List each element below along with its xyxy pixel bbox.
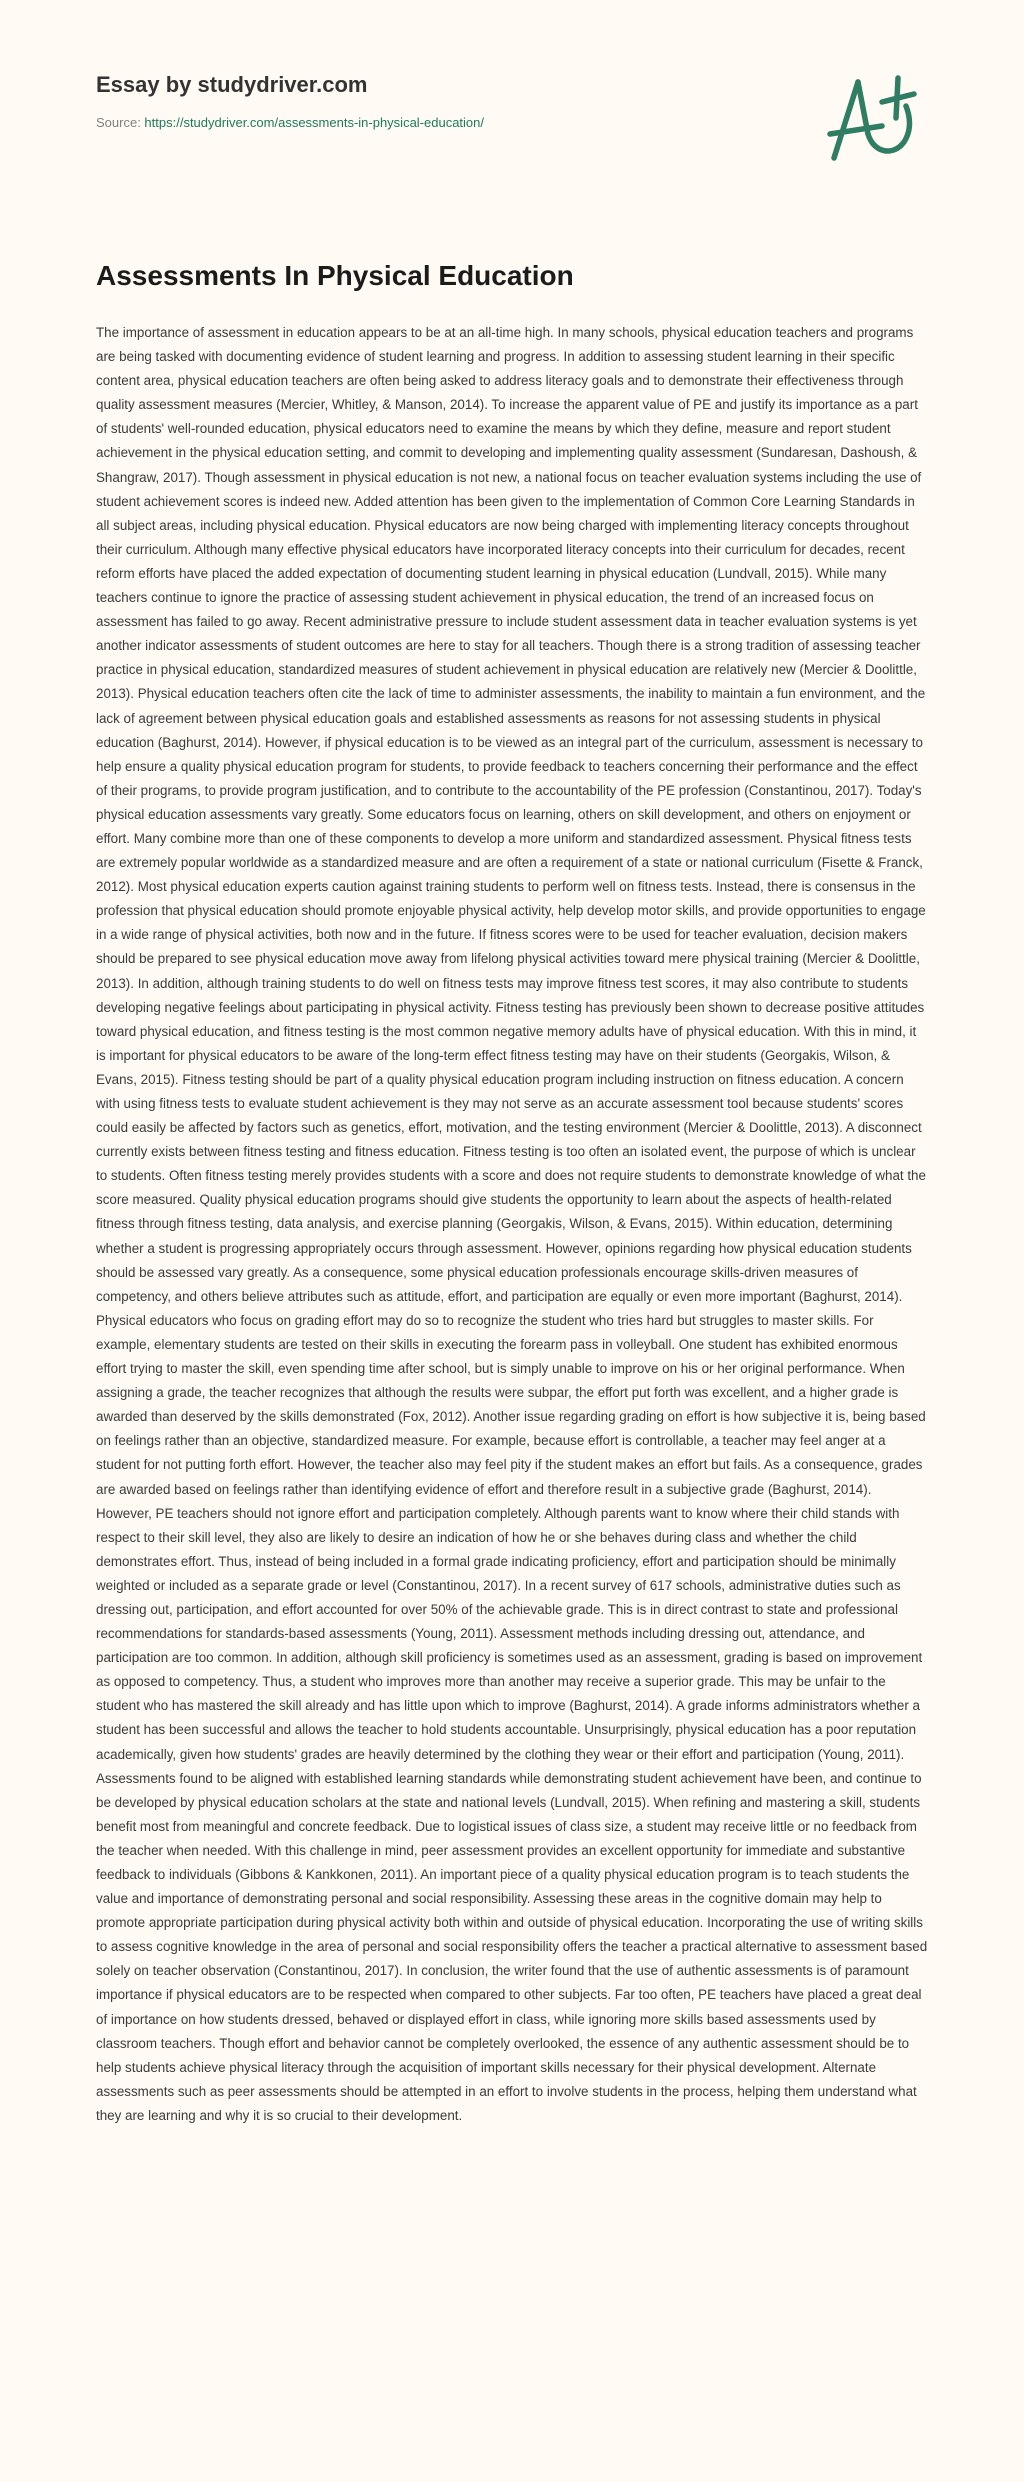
page-header [96, 72, 936, 132]
a-plus-grade-icon [822, 64, 926, 168]
site-title: Essay by studydriver.com [96, 72, 368, 97]
source-link[interactable]: https://studydriver.com/assessments-in-physical-education/ [144, 115, 485, 130]
article-title: Assessments In Physical Education [96, 260, 574, 291]
source-label: Source: [96, 115, 145, 130]
source-line [96, 114, 936, 132]
article-body: The importance of assessment in education appears to be at an all-time high. In many schools, physical education teachers and programs are being tasked with documenting evidence of student learning and progress. In addition to assessing student learning in their specific content area, physical education teachers are often being asked to address literacy goals and to demonstrate their effectiveness through quality assessment measures (Mercier, Whitley, & Manson, 2014). To increase the apparent value of PE and justify its importance as a part of students' well-rounded education, physical educators need to examine the means by which they define, measure and report student achievement in the physical education setting, and commit to developing and implementing quality assessment (Sundaresan, Dashoush, & Shangraw, 2017). Though assessment in physical education is not new, a national focus on teacher evaluation systems including the use of student achievement scores is indeed new. Added attention has been given to the implementation of Common Core Learning Standards in all subject areas, including physical education. Physical educators are now being charged with implementing literacy concepts throughout their curriculum. Although many effective physical educators have incorporated literacy concepts into their curriculum for decades, recent reform efforts have placed the added expectation of documenting student learning in physical education (Lundvall, 2015). While many teachers continue to ignore the practice of assessing student achievement in physical education, the trend of an increased focus on assessment has failed to go away. Recent administrative pressure to include student assessment data in teacher evaluation systems is yet another indicator assessments of student outcomes are here to stay for all teachers. Though there is a strong tradition of assessing teacher practice in physical education, standardized measures of student achievement in physical education are relatively new (Mercier & Doolittle, 2013). Physical education teachers often cite the lack of time to administer assessments, the inability to maintain a fun environment, and the lack of agreement between physical education goals and established assessments as reasons for not assessing students in physical education (Baghurst, 2014). However, if physical education is to be viewed as an integral part of the curriculum, assessment is necessary to help ensure a quality physical education program for students, to provide feedback to teachers concerning their performance and the effect of their programs, to provide program justification, and to contribute to the accountability of the PE profession (Constantinou, 2017). Today's physical education assessments vary greatly. Some educators focus on learning, others on skill development, and others on enjoyment or effort. Many combine more than one of these components to develop a more uniform and standardized assessment. Physical fitness tests are extremely popular worldwide as a standardized measure and are often a requirement of a state or national curriculum (Fisette & Franck, 2012). Most physical education experts caution against training students to perform well on fitness tests. Instead, there is consensus in the profession that physical education should promote enjoyable physical activity, help develop motor skills, and provide opportunities to engage in a wide range of physical activities, both now and in the future. If fitness scores were to be used for teacher evaluation, decision makers should be prepared to see physical education move away from lifelong physical activities toward mere physical training (Mercier & Doolittle, 2013). In addition, although training students to do well on fitness tests may improve fitness test scores, it may also contribute to students developing negative feelings about participating in physical activity. Fitness testing has previously been shown to decrease positive attitudes toward physical education, and fitness testing is the most common negative memory adults have of physical education. With this in mind, it is important for physical educators to be aware of the long-term effect fitness testing may have on their students (Georgakis, Wilson, & Evans, 2015). Fitness testing should be part of a quality physical education program including instruction on fitness education. A concern with using fitness tests to evaluate student achievement is they may not serve as an accurate assessment tool because students' scores could easily be affected by factors such as genetics, effort, motivation, and the testing environment (Mercier & Doolittle, 2013). A disconnect currently exists between fitness testing and fitness education. Fitness testing is too often an isolated event, the purpose of which is unclear to students. Often fitness testing merely provides students with a score and does not require students to demonstrate knowledge of what the score measured. Quality physical education programs should give students the opportunity to learn about the aspects of health-related fitness through fitness testing, data analysis, and exercise planning (Georgakis, Wilson, & Evans, 2015). Within education, determining whether a student is progressing appropriately occurs through assessment. However, opinions regarding how physical education students should be assessed vary greatly. As a consequence, some physical education professionals encourage skills-driven measures of competency, and others believe attributes such as attitude, effort, and participation are equally or even more important (Baghurst, 2014). Physical educators who focus on grading effort may do so to recognize the student who tries hard but struggles to master skills. For example, elementary students are tested on their skills in executing the forearm pass in volleyball. One student has exhibited enormous effort trying to master the skill, even spending time after school, but is simply unable to improve on his or her original performance. When assigning a grade, the teacher recognizes that although the results were subpar, the effort put forth was excellent, and a higher grade is awarded than deserved by the skills demonstrated (Fox, 2012). Another issue regarding grading on effort is how subjective it is, being based on feelings rather than an objective, standardized measure. For example, because effort is controllable, a teacher may feel anger at a student for not putting forth effort. However, the teacher also may feel pity if the student makes an effort but fails. As a consequence, grades are awarded based on feelings rather than identifying evidence of effort and therefore result in a subjective grade (Baghurst, 2014). However, PE teachers should not ignore effort and participation completely. Although parents want to know where their child stands with respect to their skill level, they also are likely to desire an indication of how he or she behaves during class and whether the child demonstrates effort. Thus, instead of being included in a formal grade indicating proficiency, effort and participation should be minimally weighted or included as a separate grade or level (Constantinou, 2017). In a recent survey of 617 schools, administrative duties such as dressing out, participation, and effort accounted for over 50% of the achievable grade. This is in direct contrast to state and professional recommendations for standards-based assessments (Young, 2011). Assessment methods including dressing out, attendance, and participation are too common. In addition, although skill proficiency is sometimes used as an assessment, grading is based on improvement as opposed to competency. Thus, a student who improves more than another may receive a superior grade. This may be unfair to the student who has mastered the skill already and has little upon which to improve (Baghurst, 2014). A grade informs administrators whether a student has been successful and allows the teacher to hold students accountable. Unsurprisingly, physical education has a poor reputation academically, given how students' grades are heavily determined by the clothing they wear or their effort and participation (Young, 2011). Assessments found to be aligned with established learning standards while demonstrating student achievement have been, and continue to be developed by physical education scholars at the state and national levels (Lundvall, 2015). When refining and mastering a skill, students benefit most from meaningful and concrete feedback. Due to logistical issues of class size, a student may receive little or no feedback from the teacher when needed. With this challenge in mind, peer assessment provides an excellent opportunity for immediate and substantive feedback to individuals (Gibbons & Kankkonen, 2011). An important piece of a quality physical education program is to teach students the value and importance of demonstrating personal and social responsibility. Assessing these areas in the cognitive domain may help to promote appropriate participation during physical activity both within and outside of physical education. Incorporating the use of writing skills to assess cognitive knowledge in the area of personal and social responsibility offers the teacher a practical alternative to assessment based solely on teacher observation (Constantinou, 2017). In conclusion, the writer found that the use of authentic assessments is of paramount importance if physical educators are to be respected when compared to other subjects. Far too often, PE teachers have placed a great deal of importance on how students dressed, behaved or displayed effort in class, while ignoring more skills based assessments used by classroom teachers. Though effort and behavior cannot be completely overlooked, the essence of any authentic assessment should be to help students achieve physical literacy through the acquisition of important skills necessary for their physical development. Alternate assessments such as peer assessments should be attempted in an effort to involve students in the process, helping them understand what they are learning and why it is so crucial to their development. [96, 325, 928, 2123]
